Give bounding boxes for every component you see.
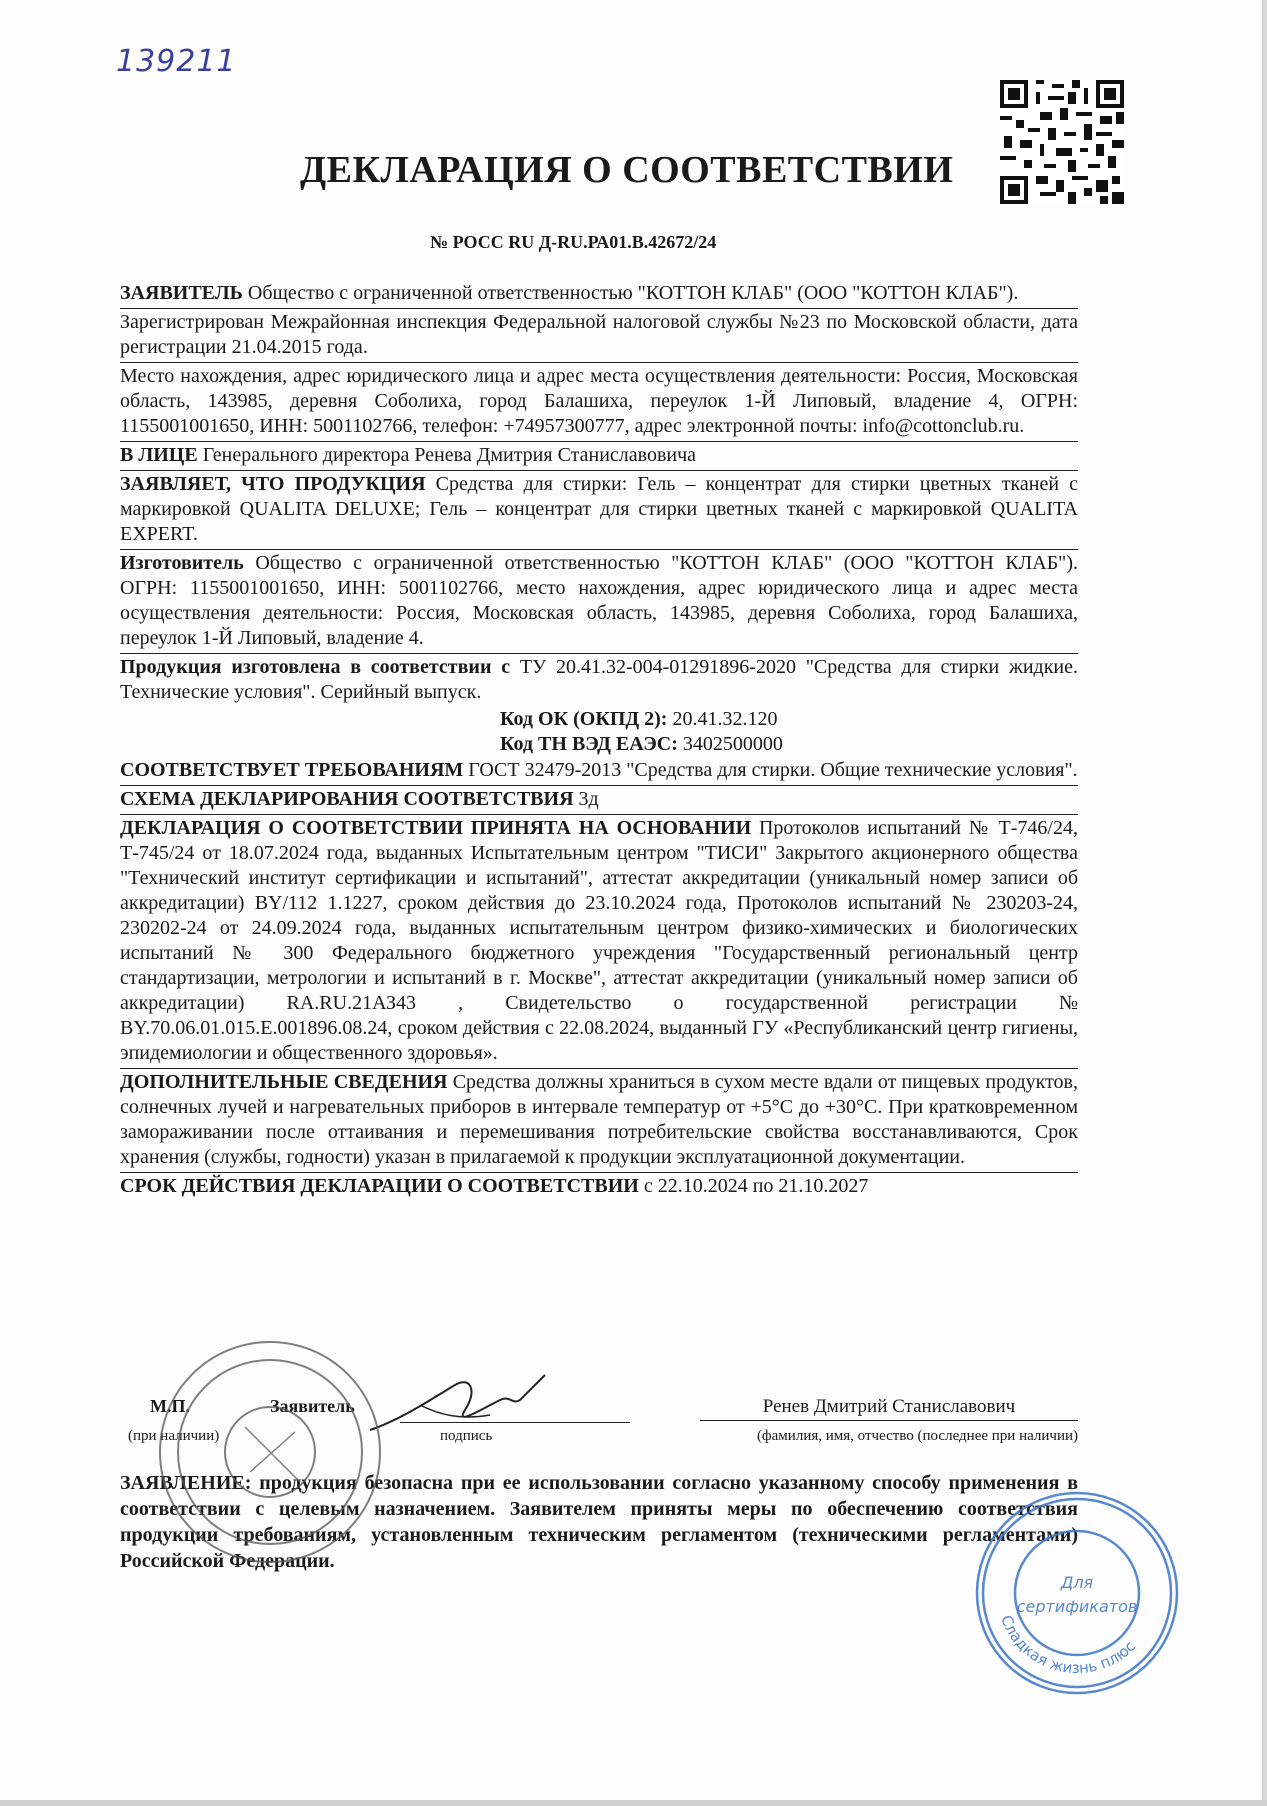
applicant-label: ЗАЯВИТЕЛЬ [120,282,243,304]
conforms-text: ГОСТ 32479-2013 "Средства для стирки. Общие технические условия". [463,759,1078,781]
tnved-value: 3402500000 [677,733,783,755]
applicant-text: Общество с ограниченной ответственностью "КОТТОН КЛАБ" (ООО "КОТТОН КЛАБ"). [242,282,1019,304]
scheme-section [120,786,1078,815]
document-title: ДЕКЛАРАЦИЯ О СООТВЕТСТВИИ [300,149,954,191]
product-label: ЗАЯВЛЯЕТ, ЧТО ПРОДУКЦИЯ [120,473,426,495]
signatory-name: Ренев Дмитрий Станиславович [700,1396,1078,1421]
stamp-center-line1: Для [1060,1573,1094,1592]
stamp-place-caption: (при наличии) [128,1428,220,1444]
certificate-stamp-icon [972,1488,1182,1698]
basis-label: ДЕКЛАРАЦИЯ О СООТВЕТСТВИИ ПРИНЯТА НА ОСНОВАНИИ [120,817,752,839]
stamp-center-line2: сертификатов [1016,1597,1138,1616]
okpd-code [500,707,918,732]
applicant-section [120,280,1078,309]
page-edge-bottom [0,1800,1267,1806]
person-text: Генерального директора Ренева Дмитрия Станиславовича [197,444,697,466]
registration-section: Зарегистрирован Межрайонная инспекция Федеральной налоговой службы №23 по Московской области, дата регистрации 21.04.2015 года. [120,309,1078,363]
tnved-label: Код ТН ВЭД ЕАЭС: [500,733,678,755]
stamp-ring-text: Сладкая жизнь плюс [997,1612,1139,1678]
statement-text: продукция безопасна при ее использовании согласно указанному способу применения в соответствии с целевым назначением. Заявителем приняты меры по обеспечению соответствия продукции требованиям, установленным техническим регламентом (техническими регламентами) Российской Федерации. [120,1472,1078,1572]
declaration-body [120,280,1078,1201]
validity-label: СРОК ДЕЙСТВИЯ ДЕКЛАРАЦИИ О СООТВЕТСТВИИ [120,1175,639,1197]
person-section [120,442,1078,471]
okpd-label: Код ОК (ОКПД 2): [500,708,668,730]
manufacturer-label: Изготовитель [120,552,244,574]
produced-label: Продукция изготовлена в соответствии с [120,656,511,678]
tnved-code [500,732,918,757]
person-label: В ЛИЦЕ [120,444,198,466]
manufacturer-text: Общество с ограниченной ответственностью "КОТТОН КЛАБ" (ООО "КОТТОН КЛАБ"). ОГРН: 1155001001650, ИНН: 5001102766, место нахождения, адрес юридического лица и адрес места осуществления деятельности: Россия, Московская область, 143985, деревня Соболиха, город Балашиха, переулок 1-Й Липовый, владение 4. [120,552,1078,649]
applicant-sign-label: Заявитель [270,1396,355,1416]
product-section [120,471,1078,550]
basis-section [120,815,1078,1069]
scheme-text: 3д [573,788,599,810]
stamp-place-label: М.П. [150,1396,190,1416]
produced-text: ТУ 20.41.32-004-01291896-2020 "Средства для стирки жидкие. Технические условия". Серийный выпуск. [120,656,1078,703]
validity-text: с 22.10.2024 по 21.10.2027 [638,1175,869,1197]
company-stamp-icon [150,1332,390,1572]
okpd-value: 20.41.32.120 [667,708,778,730]
basis-text: Протоколов испытаний № Т-746/24, Т-745/24 от 18.07.2024 года, выданных Испытательным центром "ТИСИ" Закрытого акционерного общества "Технический институт сертификации и испытаний", аттестат аккредитации (уникальный номер записи об аккредитации) BY/112 1.1227, сроком действия до 23.10.2024 года, Протоколов испытаний № 230203-24, 230202-24 от 24.09.2024 года, выданных испытательным центром физико-химических и биологических испытаний № 300 Федерального бюджетного учреждения "Государственный региональный центр стандартизации, метрологии и испытаний в г. Москве", аттестат аккредитации (уникальный номер записи об аккредитации) RA.RU.21АЗ43 , Свидетельство о государственной регистрации № BY.70.06.01.015.E.001896.08.24, сроком действия с 22.08.2024, выданный ГУ «Республиканский центр гигиены, эпидемиологии и общественного здоровья». [120,817,1078,1064]
handwritten-signature-icon [360,1360,560,1450]
validity-section [120,1173,1078,1201]
scheme-label: СХЕМА ДЕКЛАРИРОВАНИЯ СООТВЕТСТВИЯ [120,788,574,810]
additional-section [120,1069,1078,1173]
additional-label: ДОПОЛНИТЕЛЬНЫЕ СВЕДЕНИЯ [120,1071,448,1093]
additional-text: Средства должны храниться в сухом месте вдали от пищевых продуктов, солнечных лучей и нагревательных приборов в интервале температур от +5°С до +30°С. При кратковременном замораживании после оттаивания и перемешивания потребительские свойства восстанавливаются, Срок хранения (службы, годности) указан в прилагаемой к продукции эксплуатационной документации. [120,1071,1078,1168]
signature-caption: подпись [440,1428,493,1444]
produced-section [120,654,1078,707]
manufacturer-section [120,550,1078,654]
page-edge-right [1262,0,1267,1806]
codes-block [120,707,1078,757]
statement-label: ЗАЯВЛЕНИЕ: [120,1472,252,1494]
conforms-section [120,757,1078,786]
qr-code-icon [1000,80,1124,204]
product-text: Средства для стирки: Гель – концентрат для стирки цветных тканей с маркировкой QUALITA DELUXE; Гель – концентрат для стирки цветных тканей с маркировкой QUALITA EXPERT. [120,473,1078,545]
conforms-label: СООТВЕТСТВУЕТ ТРЕБОВАНИЯМ [120,759,464,781]
declaration-number: № РОСС RU Д-RU.РА01.В.42672/24 [430,232,717,252]
handwritten-number: 139211 [116,44,237,79]
location-section: Место нахождения, адрес юридического лица и адрес места осуществления деятельности: Россия, Московская область, 143985, деревня Соболиха, город Балашиха, переулок 1-Й Липовый, владение 4, ОГРН: 1155001001650, ИНН: 5001102766, телефон: +74957300777, адрес электронной почты: info@cottonclub.ru. [120,363,1078,442]
name-caption: (фамилия, имя, отчество (последнее при наличии) [756,1428,1078,1444]
